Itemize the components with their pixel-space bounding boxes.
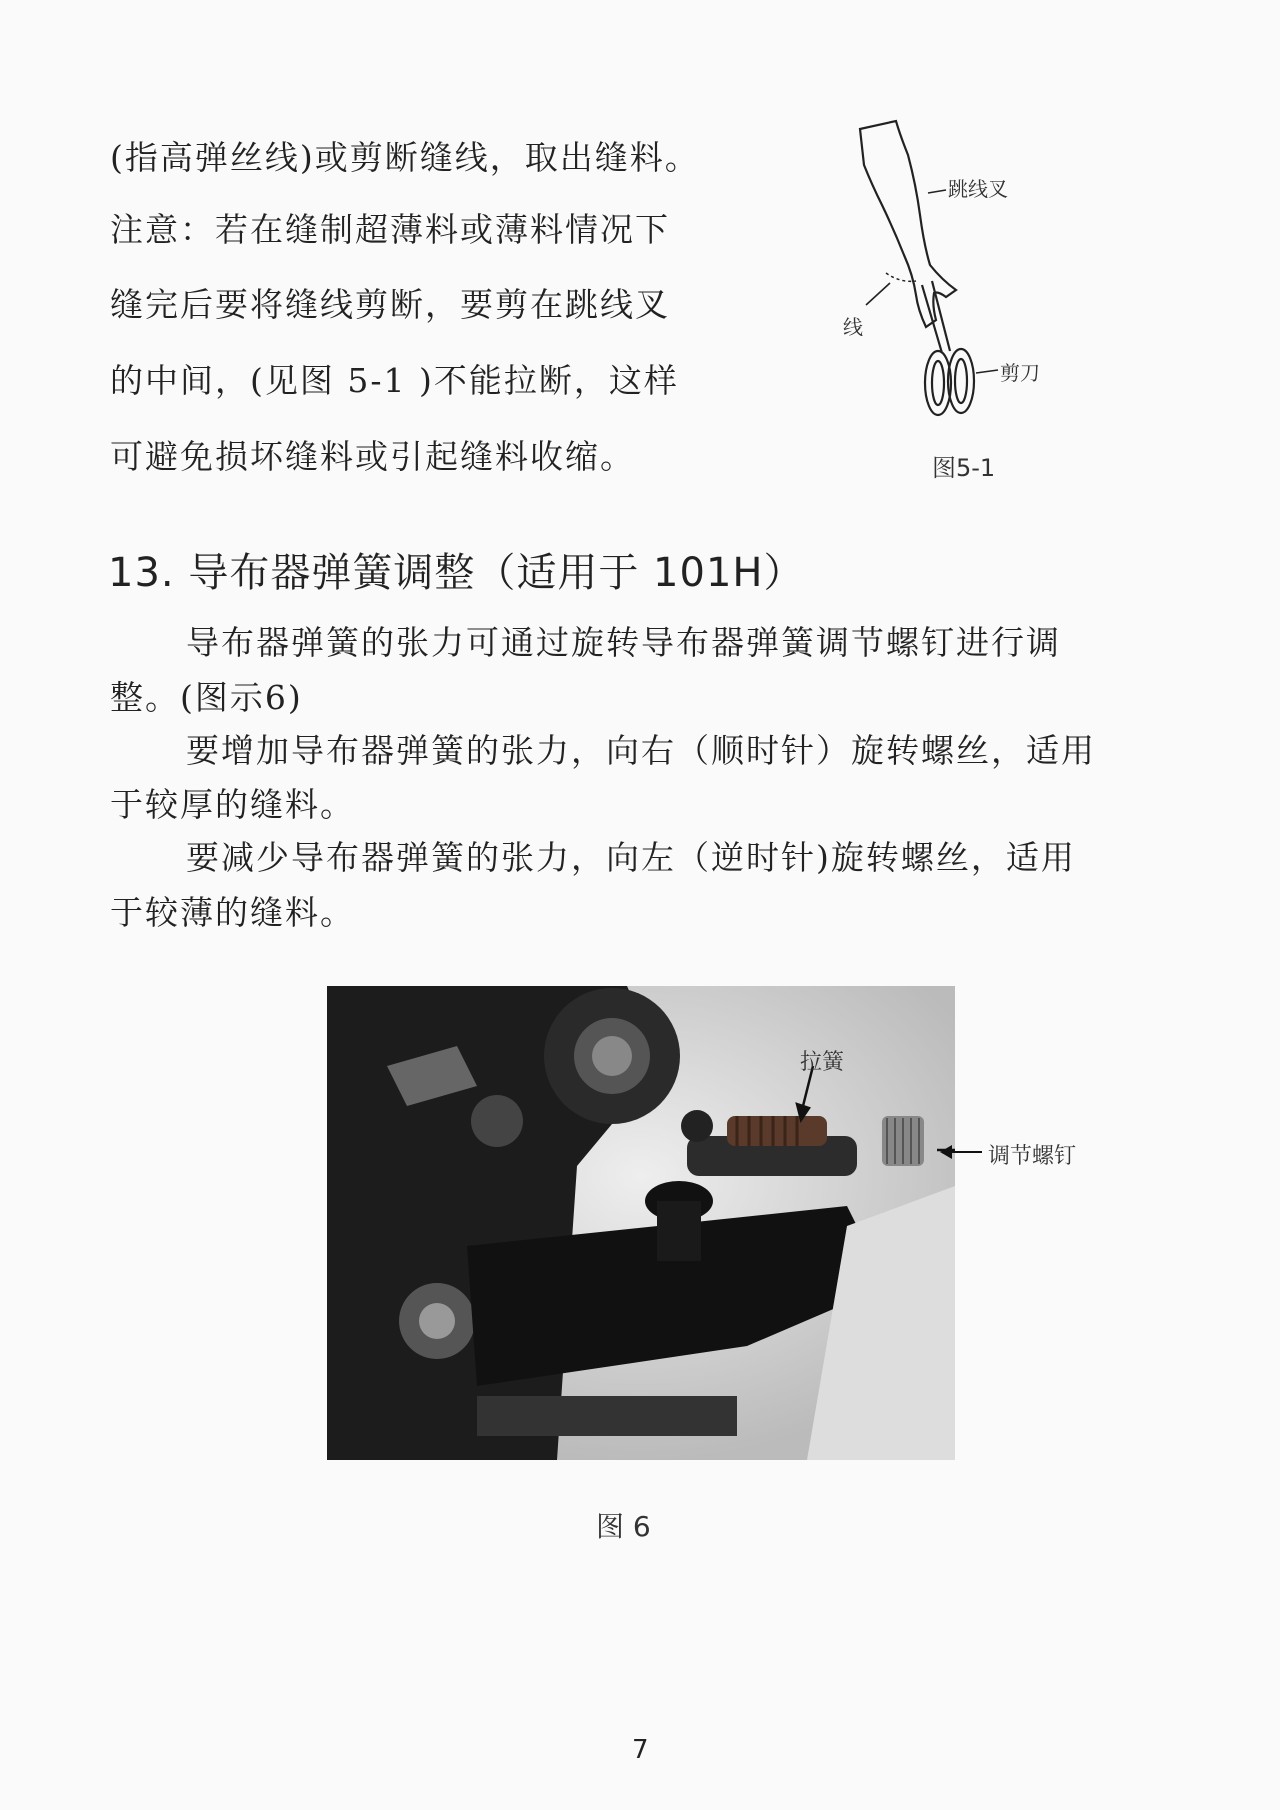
para-line-2: 整。(图示6) xyxy=(110,678,303,717)
label-thread: 线 xyxy=(843,315,863,339)
looper-scissors-drawing xyxy=(838,115,1098,435)
para-line-3: 要增加导布器弹簧的张力，向右（顺时针）旋转螺丝，适用 xyxy=(186,731,1096,770)
figure-5-1-caption: 图5-1 xyxy=(932,454,996,482)
page-number: 7 xyxy=(632,1735,649,1765)
intro-line-1: (指高弹丝线)或剪断缝线，取出缝料。 xyxy=(110,138,700,177)
para-line-1: 导布器弹簧的张力可通过旋转导布器弹簧调节螺钉进行调 xyxy=(186,623,1061,662)
screw-pointer-line xyxy=(950,1151,982,1153)
intro-line-4: 的中间，(见图 5-1 )不能拉断，这样 xyxy=(110,361,679,400)
figure-6-photo xyxy=(327,986,955,1460)
label-screw: 调节螺钉 xyxy=(988,1144,1077,1169)
para-line-4: 于较厚的缝料。 xyxy=(110,785,355,824)
para-line-6: 于较薄的缝料。 xyxy=(110,893,355,932)
sewing-machine-photo xyxy=(327,986,955,1460)
para-line-5: 要减少导布器弹簧的张力，向左（逆时针)旋转螺丝，适用 xyxy=(186,838,1076,877)
figure-6-caption: 图 6 xyxy=(596,1510,651,1543)
figure-5-1 xyxy=(838,115,1098,435)
section-heading: 13. 导布器弹簧调整（适用于 101H） xyxy=(108,550,805,596)
label-scissors: 剪刀 xyxy=(1000,361,1040,385)
label-fork: 跳线叉 xyxy=(948,177,1008,201)
intro-line-3: 缝完后要将缝线剪断，要剪在跳线叉 xyxy=(110,285,670,324)
intro-line-2: 注意：若在缝制超薄料或薄料情况下 xyxy=(110,210,670,249)
intro-line-5: 可避免损坏缝料或引起缝料收缩。 xyxy=(110,437,635,476)
label-spring: 拉簧 xyxy=(800,1050,845,1075)
arrow-left-icon xyxy=(940,1145,952,1159)
